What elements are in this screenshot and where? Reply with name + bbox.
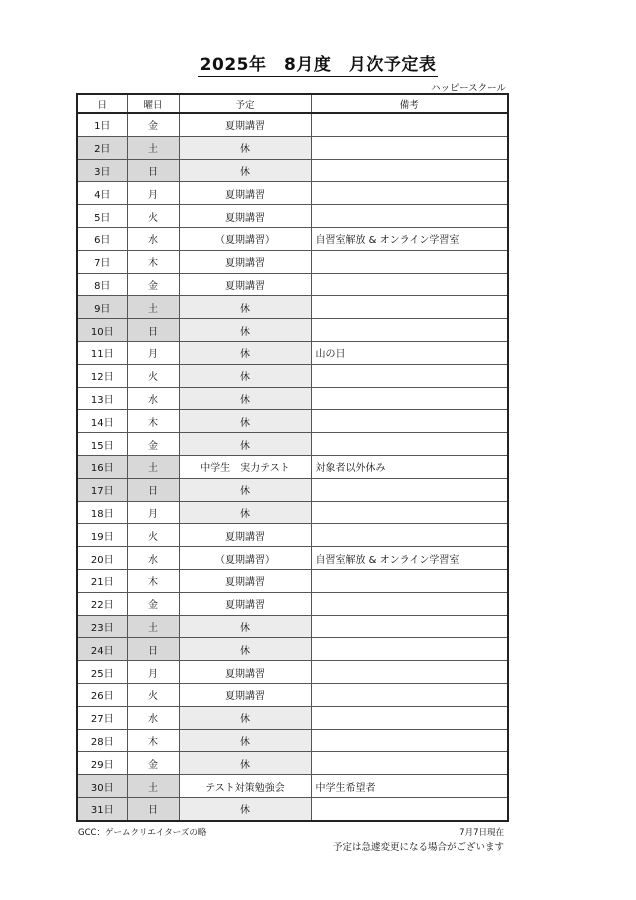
cell-dow: 土	[127, 615, 179, 638]
cell-note	[311, 113, 508, 136]
cell-dow: 水	[127, 706, 179, 729]
cell-day: 18日	[77, 501, 127, 524]
cell-day: 3日	[77, 159, 127, 182]
cell-plan: 夏期講習	[179, 524, 311, 547]
cell-note	[311, 729, 508, 752]
cell-plan: 夏期講習	[179, 113, 311, 136]
cell-note	[311, 433, 508, 456]
cell-plan: 休	[179, 729, 311, 752]
table-row	[77, 569, 508, 592]
table-row	[77, 433, 508, 456]
cell-dow: 水	[127, 547, 179, 570]
cell-plan: 夏期講習	[179, 182, 311, 205]
cell-day: 8日	[77, 273, 127, 296]
cell-day: 17日	[77, 478, 127, 501]
schedule-table	[76, 93, 509, 822]
cell-note: 山の日	[311, 341, 508, 364]
cell-plan: 夏期講習	[179, 273, 311, 296]
cell-dow: 火	[127, 683, 179, 706]
cell-dow: 日	[127, 159, 179, 182]
page-title-text: 2025年 8月度 月次予定表	[198, 50, 439, 77]
table-row	[77, 341, 508, 364]
table-row	[77, 387, 508, 410]
table-row	[77, 410, 508, 433]
cell-dow: 火	[127, 364, 179, 387]
cell-day: 15日	[77, 433, 127, 456]
cell-day: 27日	[77, 706, 127, 729]
cell-day: 10日	[77, 319, 127, 342]
cell-note: 中学生希望者	[311, 775, 508, 798]
table-row	[77, 136, 508, 159]
table-row	[77, 364, 508, 387]
cell-note	[311, 364, 508, 387]
footer-abbreviation: GCC：ゲームクリエイターズの略	[78, 828, 207, 838]
table-row	[77, 547, 508, 570]
cell-note	[311, 752, 508, 775]
cell-plan: 夏期講習	[179, 661, 311, 684]
table-row	[77, 524, 508, 547]
cell-plan: 夏期講習	[179, 205, 311, 228]
footer-notice: 予定は急遽変更になる場合がございます	[332, 842, 504, 853]
cell-plan: 休	[179, 638, 311, 661]
cell-note	[311, 661, 508, 684]
cell-day: 5日	[77, 205, 127, 228]
cell-plan: 休	[179, 501, 311, 524]
cell-dow: 金	[127, 592, 179, 615]
table-header-row	[77, 94, 508, 113]
cell-dow: 金	[127, 433, 179, 456]
cell-note	[311, 296, 508, 319]
cell-note	[311, 205, 508, 228]
cell-day: 22日	[77, 592, 127, 615]
footer-as-of-date: 7月7日現在	[459, 828, 504, 838]
cell-note	[311, 638, 508, 661]
table-row	[77, 455, 508, 478]
cell-dow: 土	[127, 296, 179, 319]
table-row	[77, 592, 508, 615]
cell-dow: 水	[127, 227, 179, 250]
table-row	[77, 501, 508, 524]
cell-dow: 日	[127, 797, 179, 820]
cell-note	[311, 592, 508, 615]
cell-dow: 土	[127, 136, 179, 159]
cell-dow: 火	[127, 205, 179, 228]
cell-plan: 休	[179, 615, 311, 638]
cell-dow: 土	[127, 775, 179, 798]
cell-note: 自習室解放 & オンライン学習室	[311, 227, 508, 250]
table-row	[77, 113, 508, 136]
table-row	[77, 752, 508, 775]
table-row	[77, 227, 508, 250]
cell-day: 6日	[77, 227, 127, 250]
cell-plan: 夏期講習	[179, 569, 311, 592]
cell-dow: 金	[127, 113, 179, 136]
cell-dow: 月	[127, 661, 179, 684]
col-header-dow: 曜日	[127, 94, 179, 113]
cell-plan: 夏期講習	[179, 592, 311, 615]
cell-note: 自習室解放 & オンライン学習室	[311, 547, 508, 570]
cell-note	[311, 524, 508, 547]
cell-plan: 休	[179, 341, 311, 364]
cell-note	[311, 683, 508, 706]
cell-plan: 中学生 実力テスト	[179, 455, 311, 478]
cell-dow: 土	[127, 455, 179, 478]
cell-plan: テスト対策勉強会	[179, 775, 311, 798]
cell-plan: 夏期講習	[179, 683, 311, 706]
table-row	[77, 205, 508, 228]
cell-day: 25日	[77, 661, 127, 684]
table-row	[77, 797, 508, 820]
cell-note: 対象者以外休み	[311, 455, 508, 478]
cell-day: 28日	[77, 729, 127, 752]
cell-dow: 日	[127, 638, 179, 661]
cell-note	[311, 319, 508, 342]
school-name: ハッピースクール	[431, 83, 506, 94]
table-row	[77, 319, 508, 342]
col-header-day: 日	[77, 94, 127, 113]
cell-plan: 休	[179, 410, 311, 433]
cell-dow: 金	[127, 273, 179, 296]
table-row	[77, 273, 508, 296]
cell-note	[311, 387, 508, 410]
page-title	[0, 50, 636, 77]
cell-day: 26日	[77, 683, 127, 706]
cell-dow: 日	[127, 478, 179, 501]
cell-day: 19日	[77, 524, 127, 547]
cell-day: 11日	[77, 341, 127, 364]
cell-note	[311, 136, 508, 159]
cell-day: 29日	[77, 752, 127, 775]
cell-note	[311, 410, 508, 433]
table-row	[77, 706, 508, 729]
table-row	[77, 775, 508, 798]
table-row	[77, 661, 508, 684]
cell-day: 13日	[77, 387, 127, 410]
cell-note	[311, 797, 508, 820]
cell-day: 21日	[77, 569, 127, 592]
cell-note	[311, 159, 508, 182]
cell-plan: 休	[179, 797, 311, 820]
table-row	[77, 729, 508, 752]
table-row	[77, 478, 508, 501]
cell-dow: 木	[127, 729, 179, 752]
cell-dow: 金	[127, 752, 179, 775]
cell-note	[311, 501, 508, 524]
cell-dow: 火	[127, 524, 179, 547]
cell-day: 1日	[77, 113, 127, 136]
col-header-plan: 予定	[179, 94, 311, 113]
cell-day: 31日	[77, 797, 127, 820]
cell-note	[311, 706, 508, 729]
cell-dow: 水	[127, 387, 179, 410]
cell-day: 24日	[77, 638, 127, 661]
table-row	[77, 296, 508, 319]
cell-plan: 休	[179, 319, 311, 342]
cell-plan: 夏期講習	[179, 250, 311, 273]
cell-dow: 日	[127, 319, 179, 342]
cell-plan: 休	[179, 752, 311, 775]
cell-day: 16日	[77, 455, 127, 478]
cell-dow: 木	[127, 410, 179, 433]
cell-dow: 月	[127, 501, 179, 524]
cell-note	[311, 250, 508, 273]
cell-plan: （夏期講習）	[179, 227, 311, 250]
cell-day: 14日	[77, 410, 127, 433]
table-row	[77, 182, 508, 205]
cell-day: 20日	[77, 547, 127, 570]
cell-day: 23日	[77, 615, 127, 638]
cell-dow: 月	[127, 182, 179, 205]
cell-note	[311, 273, 508, 296]
cell-plan: （夏期講習）	[179, 547, 311, 570]
table-row	[77, 159, 508, 182]
cell-day: 7日	[77, 250, 127, 273]
cell-day: 9日	[77, 296, 127, 319]
cell-day: 12日	[77, 364, 127, 387]
cell-plan: 休	[179, 433, 311, 456]
cell-plan: 休	[179, 136, 311, 159]
cell-plan: 休	[179, 478, 311, 501]
col-header-note: 備考	[311, 94, 508, 113]
table-row	[77, 683, 508, 706]
cell-day: 2日	[77, 136, 127, 159]
cell-day: 30日	[77, 775, 127, 798]
cell-note	[311, 569, 508, 592]
table-row	[77, 638, 508, 661]
cell-day: 4日	[77, 182, 127, 205]
cell-note	[311, 478, 508, 501]
cell-plan: 休	[179, 706, 311, 729]
cell-dow: 木	[127, 569, 179, 592]
table-row	[77, 250, 508, 273]
table-row	[77, 615, 508, 638]
cell-note	[311, 615, 508, 638]
cell-plan: 休	[179, 159, 311, 182]
cell-plan: 休	[179, 387, 311, 410]
cell-dow: 月	[127, 341, 179, 364]
cell-dow: 木	[127, 250, 179, 273]
cell-plan: 休	[179, 296, 311, 319]
cell-plan: 休	[179, 364, 311, 387]
cell-note	[311, 182, 508, 205]
